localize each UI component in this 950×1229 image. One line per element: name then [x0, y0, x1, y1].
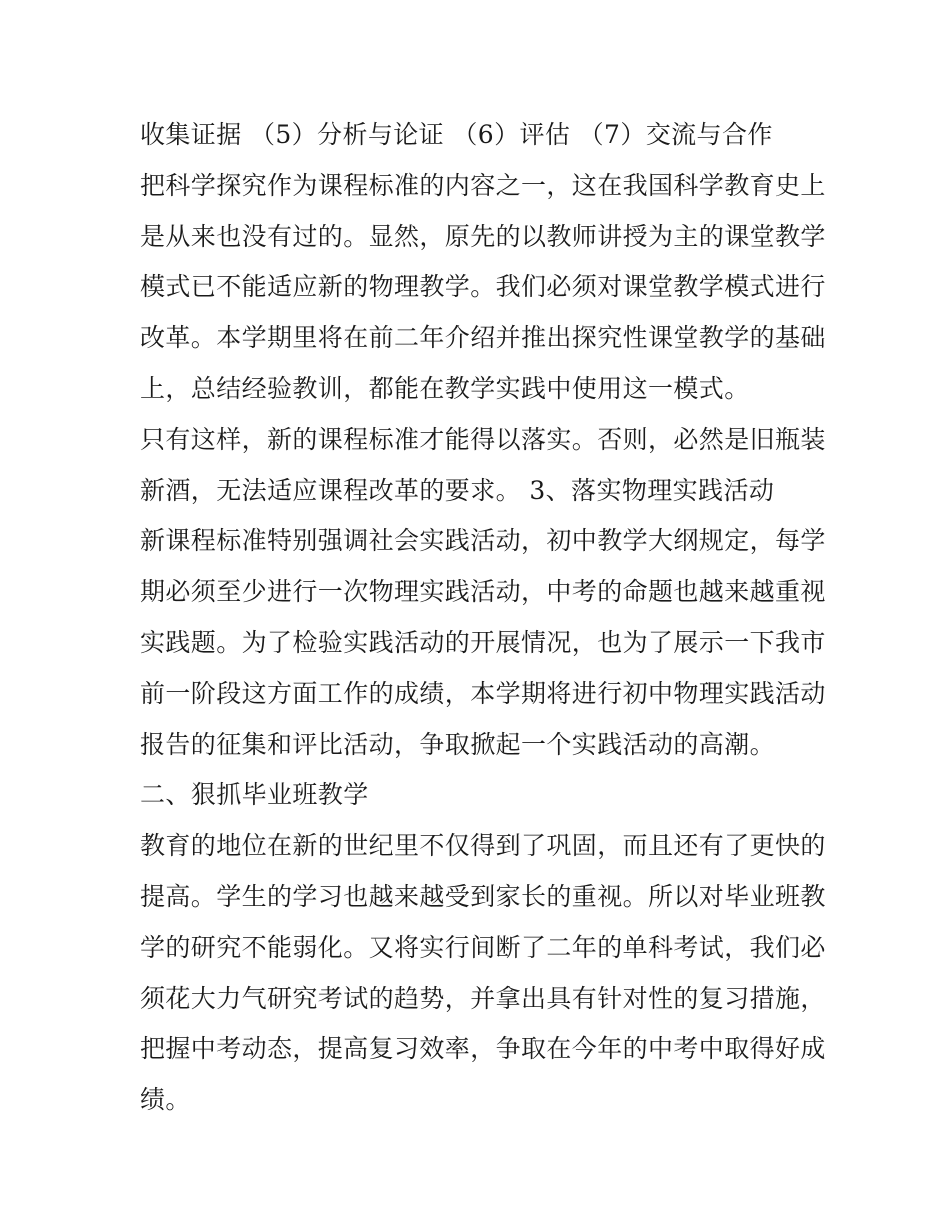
- text-line: 把科学探究作为课程标准的内容之一，这在我国科学教育史上: [140, 170, 826, 200]
- text-line: 实践题。为了检验实践活动的开展情况，也为了展示一下我市: [140, 627, 826, 657]
- text-line: 是从来也没有过的。显然，原先的以教师讲授为主的课堂教学: [140, 221, 826, 251]
- text-line: 期必须至少进行一次物理实践活动，中考的命题也越来越重视: [140, 577, 826, 607]
- text-line: 模式已不能适应新的物理教学。我们必须对课堂教学模式进行: [140, 272, 826, 302]
- document-page: [140, 110, 826, 1126]
- text-line: 把握中考动态，提高复习效率，争取在今年的中考中取得好成: [140, 1034, 826, 1064]
- text-line: 改革。本学期里将在前二年介绍并推出探究性课堂教学的基础: [140, 323, 826, 353]
- text-line: 提高。学生的学习也越来越受到家长的重视。所以对毕业班教: [140, 881, 826, 911]
- text-line: 绩。: [140, 1085, 191, 1115]
- text-line: 学的研究不能弱化。又将实行间断了二年的单科考试，我们必: [140, 932, 826, 962]
- text-line: 收集证据 （5）分析与论证 （6）评估 （7）交流与合作: [140, 120, 773, 149]
- text-line: 新酒，无法适应课程改革的要求。 3、落实物理实践活动: [140, 475, 775, 505]
- text-line: 新课程标准特别强调社会实践活动，初中教学大纲规定，每学: [140, 526, 826, 556]
- text-line: 报告的征集和评比活动，争取掀起一个实践活动的高潮。: [140, 729, 776, 759]
- text-line: 上，总结经验教训，都能在教学实践中使用这一模式。: [140, 373, 750, 403]
- text-line: 前一阶段这方面工作的成绩，本学期将进行初中物理实践活动: [140, 678, 826, 708]
- text-line: 须花大力气研究考试的趋势，并拿出具有针对性的复习措施，: [140, 983, 826, 1013]
- text-line: 只有这样，新的课程标准才能得以落实。否则，必然是旧瓶装: [140, 424, 826, 454]
- section-heading: 二、狠抓毕业班教学: [140, 780, 369, 810]
- text-line: 教育的地位在新的世纪里不仅得到了巩固，而且还有了更快的: [140, 831, 826, 861]
